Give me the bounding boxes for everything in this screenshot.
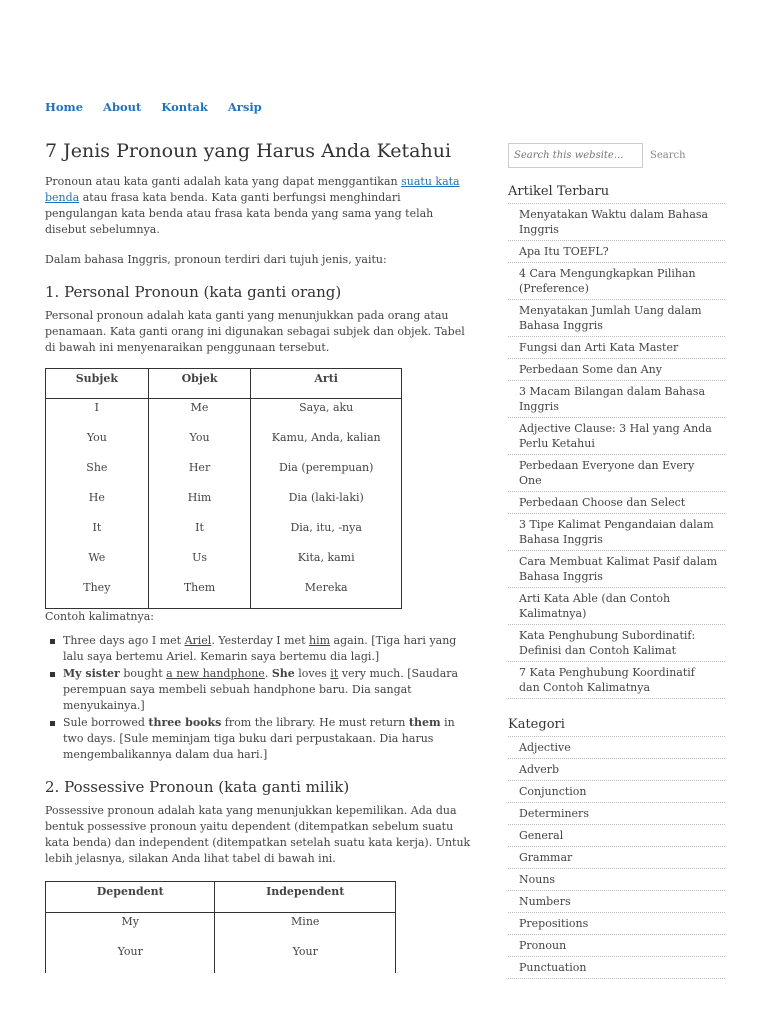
category-list	[508, 736, 725, 979]
table-header: Objek	[148, 369, 251, 399]
list-item: Three days ago I met Ariel. Yesterday I met him again. [Tiga hari yang lalu saya bertemu Ariel. Kemarin saya bertemu dia lagi.]	[63, 633, 475, 665]
table-cell: Dia (laki-laki)	[251, 489, 402, 519]
table-cell: Her	[148, 459, 251, 489]
section-personal-pronoun: 1. Personal Pronoun (kata ganti orang)	[45, 283, 342, 301]
recent-article-link[interactable]: Fungsi dan Arti Kata Master	[508, 337, 725, 359]
nav-about[interactable]: About	[103, 100, 142, 114]
recent-article-link[interactable]: 3 Macam Bilangan dalam Bahasa Inggris	[508, 381, 725, 418]
sidebar	[508, 143, 725, 979]
nav-kontak[interactable]: Kontak	[161, 100, 208, 114]
table-row	[46, 459, 402, 489]
category-link[interactable]: Punctuation	[508, 957, 725, 979]
recent-article-link[interactable]: Kata Penghubung Subordinatif: Definisi dan Contoh Kalimat	[508, 625, 725, 662]
seven-types-paragraph: Dalam bahasa Inggris, pronoun terdiri dari tujuh jenis, yaitu:	[45, 253, 387, 266]
recent-article-link[interactable]: Perbedaan Choose dan Select	[508, 492, 725, 514]
table-cell: Them	[148, 579, 251, 609]
category-link[interactable]: Conjunction	[508, 781, 725, 803]
table-cell: Mine	[215, 913, 396, 943]
article-title: 7 Jenis Pronoun yang Harus Anda Ketahui	[45, 140, 452, 162]
list-item: My sister bought a new handphone. She loves it very much. [Saudara perempuan saya membeli sebuah handphone baru. Dia sangat menyukainya.]	[63, 666, 475, 714]
category-link[interactable]: Determiners	[508, 803, 725, 825]
recent-article-link[interactable]: 3 Tipe Kalimat Pengandaian dalam Bahasa Inggris	[508, 514, 725, 551]
category-link[interactable]: Adjective	[508, 737, 725, 759]
nav-home[interactable]: Home	[45, 100, 84, 114]
table-cell: She	[46, 459, 149, 489]
table-cell: Us	[148, 549, 251, 579]
section2-body: Possessive pronoun adalah kata yang menunjukkan kepemilikan. Ada dua bentuk possessive pronoun yaitu dependent (ditempatkan sebelum suatu kata benda) dan independent (ditempatkan setelah suatu kata kerja). Untuk lebih jelasnya, silakan Anda lihat tabel di bawah ini.	[45, 804, 471, 865]
category-link[interactable]: Pronoun	[508, 935, 725, 957]
examples-label: Contoh kalimatnya:	[45, 610, 154, 623]
recent-article-link[interactable]: Cara Membuat Kalimat Pasif dalam Bahasa Inggris	[508, 551, 725, 588]
table-row	[46, 579, 402, 609]
table-cell: Dia (perempuan)	[251, 459, 402, 489]
recent-article-link[interactable]: 4 Cara Mengungkapkan Pilihan (Preference)	[508, 263, 725, 300]
table-cell: Me	[148, 399, 251, 429]
suatu-kata-benda-link[interactable]: suatu kata benda	[45, 175, 460, 204]
recent-article-link[interactable]: Adjective Clause: 3 Hal yang Anda Perlu Ketahui	[508, 418, 725, 455]
examples-list	[63, 633, 475, 763]
table-cell: I	[46, 399, 149, 429]
table-header: Dependent	[46, 882, 215, 913]
recent-article-link[interactable]: Arti Kata Able (dan Contoh Kalimatnya)	[508, 588, 725, 625]
possessive-pronoun-table	[45, 881, 396, 973]
table-cell: It	[46, 519, 149, 549]
recent-article-link[interactable]: 7 Kata Penghubung Koordinatif dan Contoh Kalimatnya	[508, 662, 725, 699]
nav-arsip[interactable]: Arsip	[227, 100, 262, 114]
table-header: Independent	[215, 882, 396, 913]
table-cell: Dia, itu, -nya	[251, 519, 402, 549]
table-header: Arti	[251, 369, 402, 399]
table-header: Subjek	[46, 369, 149, 399]
table-cell: It	[148, 519, 251, 549]
category-link[interactable]: Adverb	[508, 759, 725, 781]
table-cell: They	[46, 579, 149, 609]
recent-article-link[interactable]: Apa Itu TOEFL?	[508, 241, 725, 263]
table-row	[46, 943, 396, 973]
table-cell: Saya, aku	[251, 399, 402, 429]
table-cell: Your	[215, 943, 396, 973]
category-link[interactable]: Grammar	[508, 847, 725, 869]
table-cell: Your	[46, 943, 215, 973]
table-row	[46, 913, 396, 943]
category-link[interactable]: Nouns	[508, 869, 725, 891]
category-link[interactable]: General	[508, 825, 725, 847]
search-input[interactable]	[508, 143, 643, 168]
table-cell: We	[46, 549, 149, 579]
table-cell: You	[46, 429, 149, 459]
search-form	[508, 143, 725, 168]
personal-pronoun-table	[45, 368, 402, 609]
section-possessive-pronoun: 2. Possessive Pronoun (kata ganti milik)	[45, 778, 350, 796]
recent-article-link[interactable]: Menyatakan Jumlah Uang dalam Bahasa Inggris	[508, 300, 725, 337]
list-item: Sule borrowed three books from the library. He must return them in two days. [Sule meminjam tiga buku dari perpustakaan. Dia harus mengembalikannya dalam dua hari.]	[63, 715, 475, 763]
table-header-row	[46, 882, 396, 913]
table-header-row	[46, 369, 402, 399]
category-link[interactable]: Prepositions	[508, 913, 725, 935]
table-row	[46, 399, 402, 429]
section1-body: Personal pronoun adalah kata ganti yang menunjukkan pada orang atau penamaan. Kata ganti orang ini digunakan sebagai subjek dan objek. Tabel di bawah ini menyenaraikan penggunaan tersebut.	[45, 309, 465, 354]
table-cell: You	[148, 429, 251, 459]
table-row	[46, 429, 402, 459]
intro-paragraph: Pronoun atau kata ganti adalah kata yang dapat menggantikan suatu kata benda atau frasa kata benda. Kata ganti berfungsi menghindari pengulangan kata benda atau frasa kata benda yang sama yang telah disebut sebelumnya.	[45, 175, 460, 236]
table-row	[46, 519, 402, 549]
article	[45, 138, 475, 973]
recent-articles-list	[508, 203, 725, 699]
table-row	[46, 549, 402, 579]
table-cell: Kamu, Anda, kalian	[251, 429, 402, 459]
table-cell: Kita, kami	[251, 549, 402, 579]
table-cell: My	[46, 913, 215, 943]
recent-article-link[interactable]: Perbedaan Some dan Any	[508, 359, 725, 381]
table-cell: Him	[148, 489, 251, 519]
recent-article-link[interactable]: Menyatakan Waktu dalam Bahasa Inggris	[508, 204, 725, 241]
search-button[interactable]: Search	[650, 150, 686, 161]
category-link[interactable]: Numbers	[508, 891, 725, 913]
recent-articles-title: Artikel Terbaru	[508, 184, 610, 199]
table-cell: Mereka	[251, 579, 402, 609]
table-row	[46, 489, 402, 519]
table-cell: He	[46, 489, 149, 519]
main-nav	[45, 100, 282, 114]
recent-article-link[interactable]: Perbedaan Everyone dan Every One	[508, 455, 725, 492]
category-title: Kategori	[508, 717, 565, 732]
